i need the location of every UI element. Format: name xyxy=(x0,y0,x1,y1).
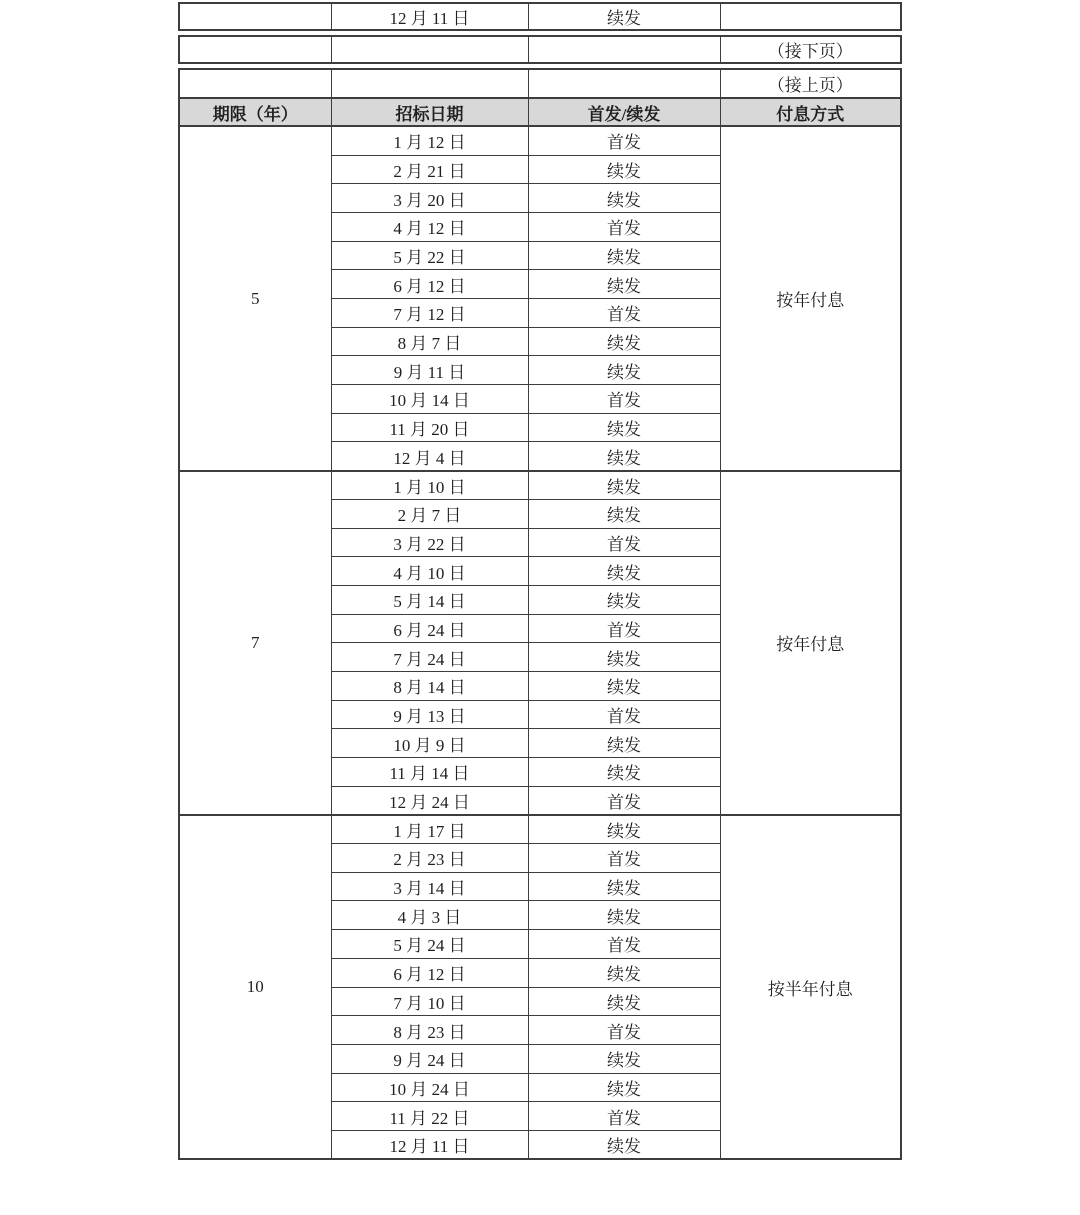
table-row xyxy=(179,471,901,500)
date-cell: 12 月 11 日 xyxy=(331,1130,528,1159)
table-row xyxy=(179,3,901,30)
term-cell xyxy=(179,3,331,30)
date-cell: 6 月 12 日 xyxy=(331,270,528,299)
date-cell: 2 月 21 日 xyxy=(331,155,528,184)
payment-cell: 按半年付息 xyxy=(720,815,901,1159)
column-header-issue-type: 首发/续发 xyxy=(528,98,720,127)
issue-type-cell: 续发 xyxy=(528,729,720,758)
issue-type-cell: 续发 xyxy=(528,270,720,299)
term-cell: 10 xyxy=(179,815,331,1159)
table-row xyxy=(179,69,901,98)
date-cell: 3 月 20 日 xyxy=(331,184,528,213)
issue-type-cell: 续发 xyxy=(528,356,720,385)
issue-type-cell: 首发 xyxy=(528,844,720,873)
document-page xyxy=(178,0,902,1160)
issue-type-cell: 续发 xyxy=(528,1044,720,1073)
issue-type-cell: 续发 xyxy=(528,442,720,471)
date-cell: 10 月 9 日 xyxy=(331,729,528,758)
issue-type-cell: 续发 xyxy=(528,184,720,213)
date-cell: 8 月 14 日 xyxy=(331,671,528,700)
date-cell: 2 月 7 日 xyxy=(331,499,528,528)
date-cell: 4 月 12 日 xyxy=(331,212,528,241)
issuance-schedule-table xyxy=(178,68,902,1160)
date-cell: 12 月 24 日 xyxy=(331,786,528,815)
issue-type-cell: 续发 xyxy=(528,671,720,700)
date-cell: 8 月 7 日 xyxy=(331,327,528,356)
date-cell: 4 月 10 日 xyxy=(331,557,528,586)
term-cell: 5 xyxy=(179,126,331,470)
term-cell xyxy=(179,69,331,98)
continuation-note: （接下页） xyxy=(720,36,901,63)
next-page-table-fragment xyxy=(178,35,902,64)
issue-type-cell: 续发 xyxy=(528,872,720,901)
date-cell: 4 月 3 日 xyxy=(331,901,528,930)
continuation-note: （接上页） xyxy=(720,69,901,98)
payment-cell: 按年付息 xyxy=(720,471,901,815)
issue-type-cell: 首发 xyxy=(528,700,720,729)
carryover-table-fragment xyxy=(178,2,902,31)
issue-type-cell: 续发 xyxy=(528,585,720,614)
date-cell: 9 月 11 日 xyxy=(331,356,528,385)
issue-type-cell: 首发 xyxy=(528,614,720,643)
issue-type-cell xyxy=(528,69,720,98)
date-cell xyxy=(331,69,528,98)
term-cell: 7 xyxy=(179,471,331,815)
column-header-term: 期限（年） xyxy=(179,98,331,127)
date-cell: 11 月 20 日 xyxy=(331,413,528,442)
issue-type-cell: 续发 xyxy=(528,413,720,442)
main-table-body xyxy=(179,69,901,1159)
issue-type-cell: 续发 xyxy=(528,3,720,30)
date-cell: 10 月 14 日 xyxy=(331,385,528,414)
issue-type-cell: 续发 xyxy=(528,241,720,270)
date-cell: 12 月 11 日 xyxy=(331,3,528,30)
date-cell: 10 月 24 日 xyxy=(331,1073,528,1102)
date-cell: 6 月 12 日 xyxy=(331,958,528,987)
date-cell: 2 月 23 日 xyxy=(331,844,528,873)
issue-type-cell: 续发 xyxy=(528,557,720,586)
issue-type-cell: 首发 xyxy=(528,212,720,241)
date-cell: 9 月 13 日 xyxy=(331,700,528,729)
issue-type-cell: 续发 xyxy=(528,958,720,987)
issue-type-cell: 续发 xyxy=(528,1073,720,1102)
term-cell xyxy=(179,36,331,63)
issue-type-cell: 续发 xyxy=(528,643,720,672)
date-cell: 3 月 14 日 xyxy=(331,872,528,901)
issue-type-cell: 续发 xyxy=(528,499,720,528)
date-cell: 7 月 10 日 xyxy=(331,987,528,1016)
issue-type-cell: 首发 xyxy=(528,786,720,815)
issue-type-cell: 续发 xyxy=(528,987,720,1016)
issue-type-cell: 首发 xyxy=(528,126,720,155)
date-cell: 12 月 4 日 xyxy=(331,442,528,471)
issue-type-cell xyxy=(528,36,720,63)
date-cell: 7 月 12 日 xyxy=(331,299,528,328)
issue-type-cell: 续发 xyxy=(528,155,720,184)
date-cell: 8 月 23 日 xyxy=(331,1016,528,1045)
issue-type-cell: 续发 xyxy=(528,758,720,787)
table-row xyxy=(179,36,901,63)
issue-type-cell: 首发 xyxy=(528,1102,720,1131)
date-cell: 9 月 24 日 xyxy=(331,1044,528,1073)
table-row xyxy=(179,126,901,155)
table-header-row xyxy=(179,98,901,127)
date-cell: 5 月 14 日 xyxy=(331,585,528,614)
issue-type-cell: 续发 xyxy=(528,901,720,930)
date-cell: 5 月 22 日 xyxy=(331,241,528,270)
issue-type-cell: 续发 xyxy=(528,327,720,356)
date-cell: 1 月 10 日 xyxy=(331,471,528,500)
date-cell: 3 月 22 日 xyxy=(331,528,528,557)
date-cell: 7 月 24 日 xyxy=(331,643,528,672)
issue-type-cell: 首发 xyxy=(528,528,720,557)
issue-type-cell: 首发 xyxy=(528,1016,720,1045)
date-cell xyxy=(331,36,528,63)
payment-cell: 按年付息 xyxy=(720,126,901,470)
date-cell: 11 月 22 日 xyxy=(331,1102,528,1131)
date-cell: 11 月 14 日 xyxy=(331,758,528,787)
column-header-payment: 付息方式 xyxy=(720,98,901,127)
date-cell: 1 月 12 日 xyxy=(331,126,528,155)
table-row xyxy=(179,815,901,844)
date-cell: 6 月 24 日 xyxy=(331,614,528,643)
payment-cell xyxy=(720,3,901,30)
issue-type-cell: 续发 xyxy=(528,1130,720,1159)
issue-type-cell: 续发 xyxy=(528,471,720,500)
issue-type-cell: 首发 xyxy=(528,299,720,328)
issue-type-cell: 首发 xyxy=(528,930,720,959)
issue-type-cell: 续发 xyxy=(528,815,720,844)
date-cell: 5 月 24 日 xyxy=(331,930,528,959)
column-header-date: 招标日期 xyxy=(331,98,528,127)
issue-type-cell: 首发 xyxy=(528,385,720,414)
date-cell: 1 月 17 日 xyxy=(331,815,528,844)
